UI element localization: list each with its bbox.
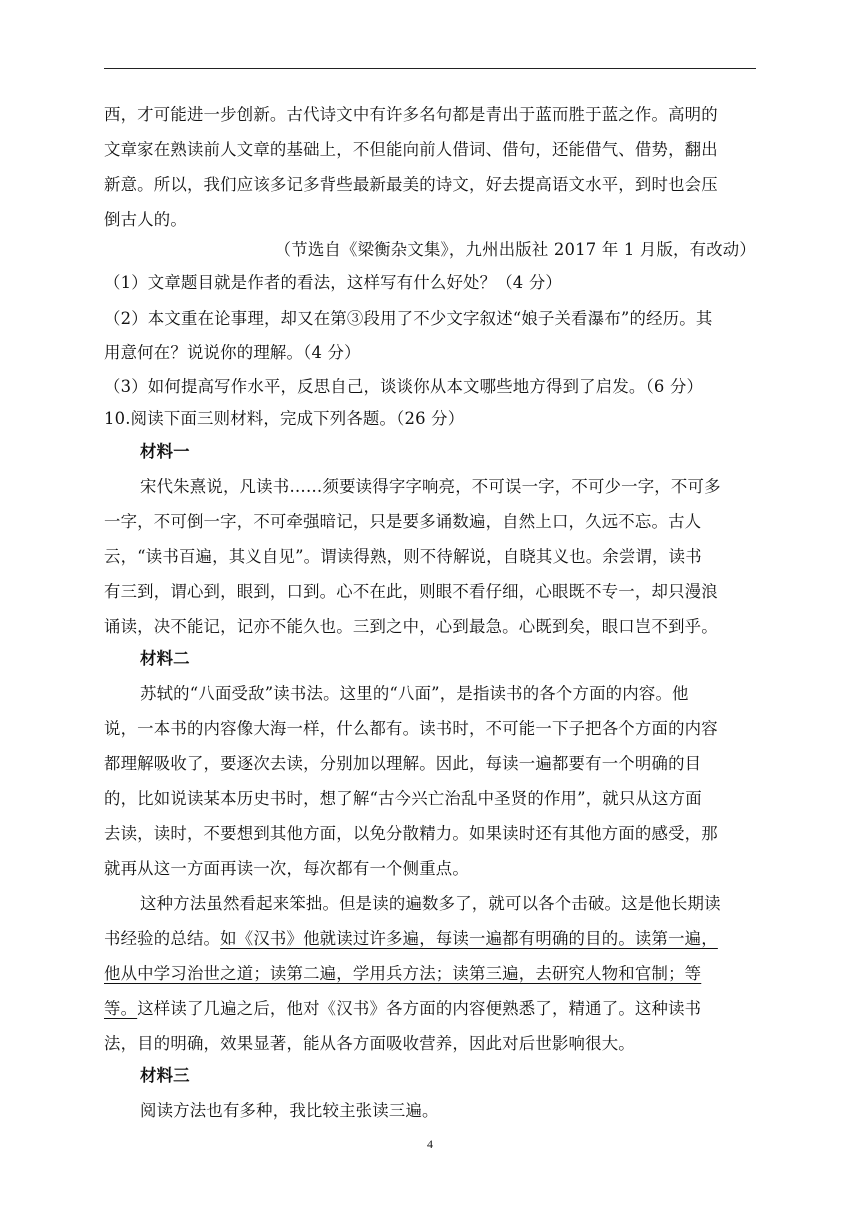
- plain-text: 这样读了几遍之后，他对《汉书》各方面的内容便熟悉了，精通了。这种读书: [137, 999, 702, 1018]
- underlined-text: 等。: [104, 999, 138, 1018]
- page-number: 4: [427, 1137, 433, 1151]
- question-title: 10.阅读下面三则材料，完成下列各题。（26 分）: [104, 409, 465, 428]
- material-heading: 材料三: [140, 1066, 190, 1085]
- material-line: 法，目的明确，效果显著，能从各方面吸收营养，因此对后世影响很大。: [104, 1034, 635, 1053]
- material-line: [104, 998, 701, 1020]
- underlined-line: 他从中学习治世之道；读第二遍，学用兵方法；读第三遍，去研究人物和官制；等: [104, 964, 702, 983]
- question-item: （3）如何提高写作水平，反思自己，谈谈你从本文哪些地方得到了启发。（6 分）: [104, 377, 704, 396]
- passage-line: 西，才可能进一步创新。古代诗文中有许多名句都是青出于蓝而胜于蓝之作。高明的: [104, 105, 718, 124]
- question-item: 用意何在？说说你的理解。（4 分）: [104, 343, 361, 362]
- material-line: 去读，读时，不要想到其他方面，以免分散精力。如果读时还有其他方面的感受，那: [104, 824, 718, 843]
- material-line: 都理解吸收了，要逐次去读，分别加以理解。因此，每读一遍都要有一个明确的目: [104, 754, 702, 773]
- underlined-text: 如《汉书》他就读过许多遍，每读一遍都有明确的目的。读第一遍，: [220, 929, 718, 948]
- material-line: 有三到，谓心到，眼到，口到。心不在此，则眼不看仔细，心眼既不专一，却只漫浪: [104, 582, 718, 601]
- material-line: [104, 928, 718, 950]
- question-item: （2）本文重在论事理，却又在第③段用了不少文字叙述“娘子关看瀑布”的经历。其: [104, 309, 713, 328]
- material-line: 宋代朱熹说，凡读书……须要读得字字响亮，不可误一字，不可少一字，不可多: [140, 477, 721, 496]
- material-line: 说，一本书的内容像大海一样，什么都有。读书时，不可能一下子把各个方面的内容: [104, 719, 718, 738]
- passage-line: 倒古人的。: [104, 210, 187, 229]
- plain-text: 书经验的总结。: [104, 929, 221, 948]
- material-line: 云，“读书百遍，其义自见”。谓读得熟，则不待解说，自晓其义也。余尝谓，读书: [104, 547, 702, 566]
- material-line: 这种方法虽然看起来笨拙。但是读的遍数多了，就可以各个击破。这是他长期读: [140, 894, 721, 913]
- material-line: 阅读方法也有多种，我比较主张读三遍。: [140, 1101, 439, 1120]
- material-line: 苏轼的“八面受敌”读书法。这里的“八面”，是指读书的各个方面的内容。他: [140, 684, 689, 703]
- source-note: （节选自《梁衡杂文集》，九州出版社 2017 年 1 月版，有改动）: [274, 240, 756, 259]
- material-line: 诵读，决不能记，记亦不能久也。三到之中，心到最急。心既到矣，眼口岂不到乎。: [104, 617, 718, 636]
- passage-line: 文章家在熟读前人文章的基础上，不但能向前人借词、借句，还能借气、借势，翻出: [104, 140, 718, 159]
- material-line: 就再从这一方面再读一次，每次都有一个侧重点。: [104, 859, 469, 878]
- material-line: 一字，不可倒一字，不可牵强暗记，只是要多诵数遍，自然上口，久远不忘。古人: [104, 512, 702, 531]
- material-heading: 材料一: [140, 442, 190, 461]
- material-heading: 材料二: [140, 649, 190, 668]
- question-item: （1）文章题目就是作者的看法，这样写有什么好处？（4 分）: [104, 273, 563, 292]
- material-line: 的，比如说读某本历史书时，想了解“古今兴亡治乱中圣贤的作用”，就只从这方面: [104, 789, 702, 808]
- passage-line: 新意。所以，我们应该多记多背些最新最美的诗文，好去提高语文水平，到时也会压: [104, 175, 718, 194]
- header-rule: [104, 68, 756, 69]
